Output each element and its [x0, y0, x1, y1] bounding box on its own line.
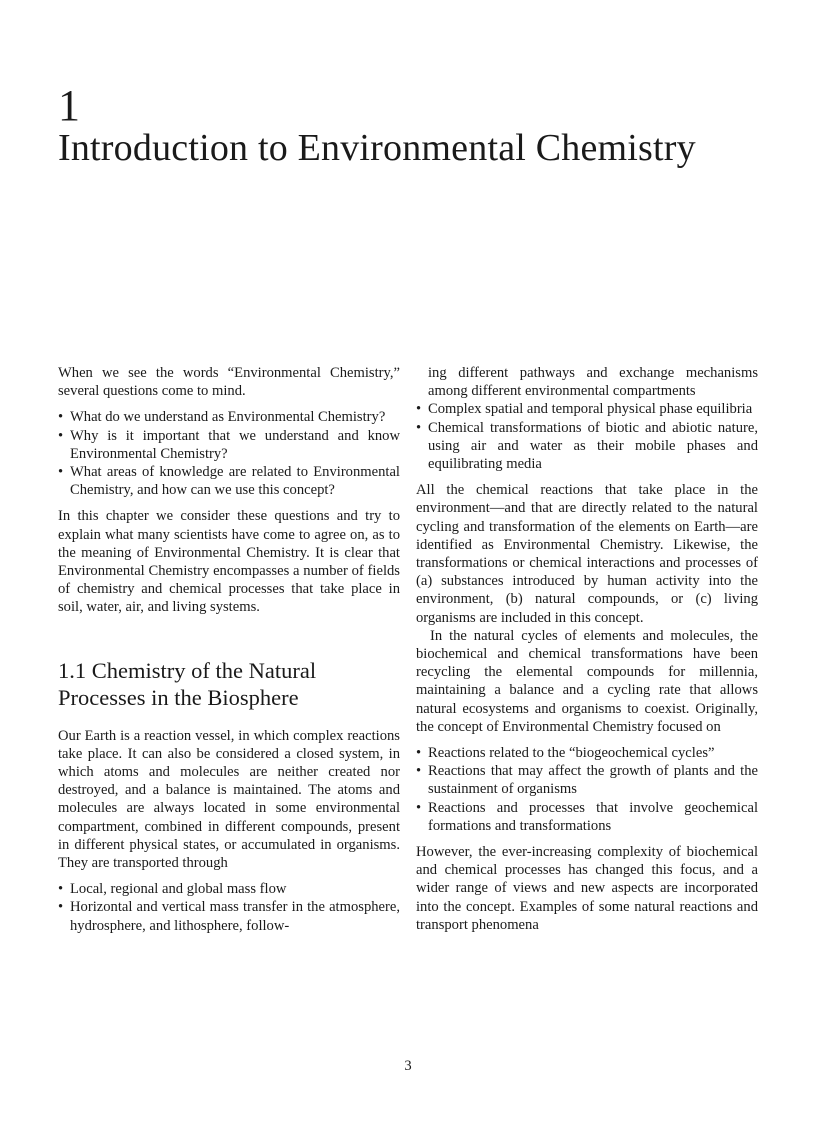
list-item: • What do we understand as Environmental Chemistry?	[58, 408, 400, 426]
list-item: ing different pathways and exchange mechanisms among different environmental compartments	[428, 365, 758, 400]
intro-paragraph: When we see the words “Environmental Chemistry,” several questions come to mind.	[58, 365, 400, 400]
left-column	[58, 364, 400, 943]
questions-list	[58, 408, 400, 499]
section-title: 1.1 Chemistry of the Natural Processes in the Biosphere	[58, 657, 317, 710]
list-item: • Reactions and processes that involve geochemical formations and transformations	[416, 799, 758, 835]
chapter-number: 1	[58, 81, 80, 130]
body-paragraph: In the natural cycles of elements and molecules, the biochemical and chemical transformations have been recycling the elemental compounds for millennia, maintaining a balance and a cycling rate that allows natural ecosystems and organisms to coexist. Originally, the concept of Environmental Chemistry focused on	[416, 627, 758, 735]
list-item: • Horizontal and vertical mass transfer in the atmosphere, hydrosphere, and lithosphere, follow-	[58, 898, 400, 934]
list-item: • Why is it important that we understand and know Environmental Chemistry?	[58, 427, 400, 463]
transport-list-continued	[416, 364, 758, 473]
list-item: • Reactions that may affect the growth of plants and the sustainment of organisms	[416, 762, 758, 798]
page-number: 3	[404, 1058, 412, 1074]
list-item: • Complex spatial and temporal physical phase equilibria	[416, 400, 758, 418]
body-paragraph: Our Earth is a reaction vessel, in which complex reactions take place. It can also be considered a closed system, in which atoms and molecules are neither created nor destroyed, and a balance is maintained. The atoms and molecules are always located in some environmental compartment, combined in different compounds, present in different physical states, or accumulated in organisms. They are transported through	[58, 727, 400, 872]
body-paragraph: However, the ever-increasing complexity of biochemical and chemical processes has changed this focus, and a wider range of views and new aspects are incorporated into the concept. Examples of some natural reactions and transport phenomena	[416, 844, 758, 933]
body-paragraph: All the chemical reactions that take place in the environment—and that are directly related to the natural cycling and transformation of the elements on Earth—are identified as Environmental Chemistry. Likewise, the transformations or chemical interactions and processes of (a) substances introduced by human activity into the environment, (b) natural compounds, or (c) living organisms are included in this concept.	[416, 482, 758, 626]
right-column	[416, 364, 758, 934]
focus-list	[416, 744, 758, 835]
list-item: • Chemical transformations of biotic and abiotic nature, using air and water as their mobile phases and equilibrating media	[416, 419, 758, 474]
list-item: • Reactions related to the “biogeochemical cycles”	[416, 744, 758, 762]
list-item: • Local, regional and global mass flow	[58, 880, 400, 898]
transport-list	[58, 880, 400, 935]
list-item: • What areas of knowledge are related to Environmental Chemistry, and how can we use this concept?	[58, 463, 400, 499]
chapter-title: Introduction to Environmental Chemistry	[58, 127, 696, 169]
body-paragraph: In this chapter we consider these questions and try to explain what many scientists have come to agree on, as to the meaning of Environmental Chemistry. It is clear that Environmental Chemistry encompasses a number of fields of chemistry and chemical processes that take place in soil, water, air, and living systems.	[58, 508, 400, 616]
